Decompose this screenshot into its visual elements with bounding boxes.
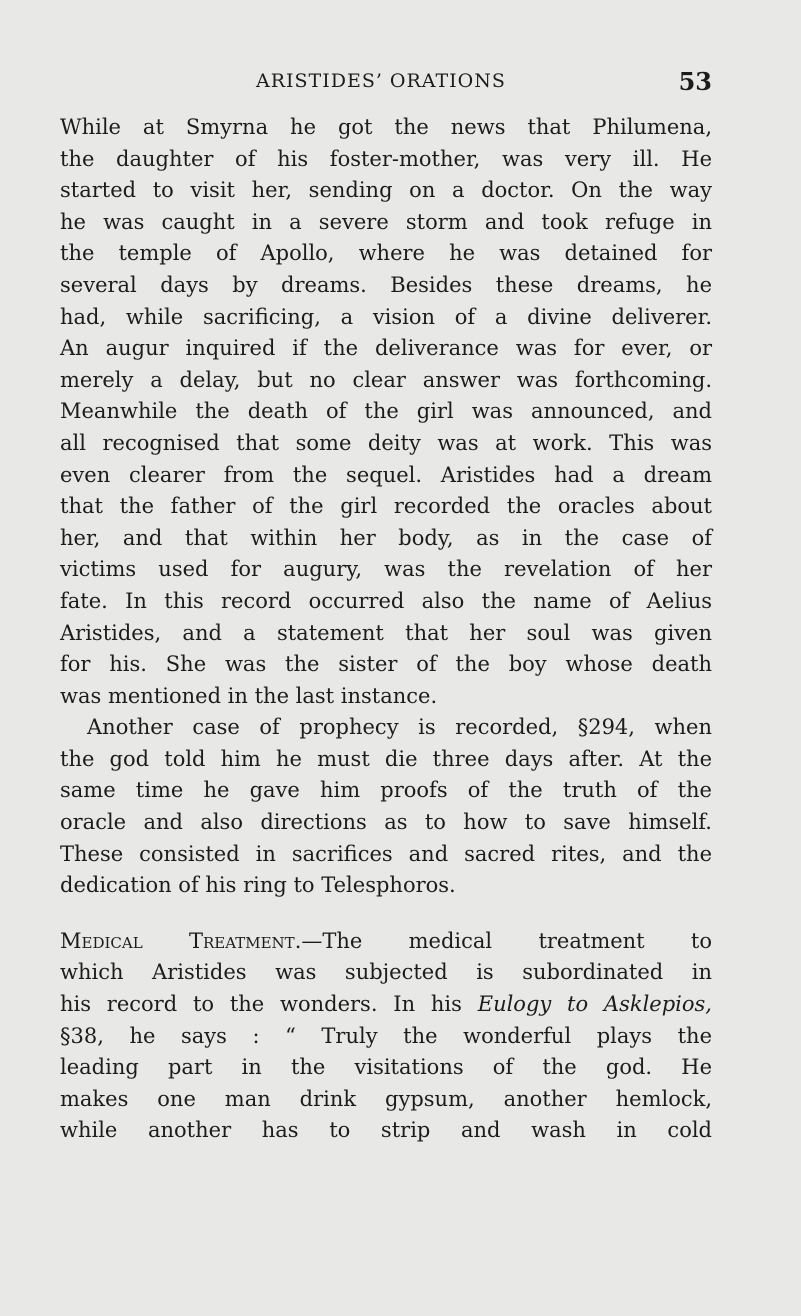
text-line: same time he gave him proofs of the truth of the — [60, 778, 712, 803]
text-line: started to visit her, sending on a doctor. On the way — [60, 178, 712, 203]
text-line: was mentioned in the last instance. — [60, 683, 438, 708]
running-title: ARISTIDES’ ORATIONS — [256, 70, 506, 92]
section-gap — [60, 902, 712, 926]
work-title: Eulogy to Asklepios, — [477, 992, 712, 1017]
text-line — [60, 989, 712, 1021]
text-line: dedication of his ring to Telesphoros. — [60, 873, 456, 898]
text-line: Aristides, and a statement that her soul was given — [60, 620, 712, 645]
text-fragment: —The medical treatment to — [301, 928, 713, 953]
section-heading: Medical Treatment. — [60, 928, 302, 953]
text-line: the temple of Apollo, where he was detained for — [60, 241, 712, 266]
text-line: merely a delay, but no clear answer was forthcoming. — [60, 367, 712, 392]
text-line: that the father of the girl recorded the oracles about — [60, 494, 712, 519]
text-line: oracle and also directions as to how to save himself. — [60, 810, 712, 835]
body-text — [60, 112, 712, 1147]
text-line: Another case of prophecy is recorded, §294, when — [87, 715, 712, 740]
text-line: while another has to strip and wash in cold — [60, 1118, 712, 1143]
paragraph-2 — [60, 712, 712, 902]
text-line: had, while sacrificing, a vision of a divine deliverer. — [60, 304, 712, 329]
running-head — [60, 67, 712, 110]
text-line: the daughter of his foster-mother, was very ill. He — [60, 146, 712, 171]
text-line: §38, he says : “ Truly the wonderful plays the — [60, 1023, 712, 1048]
text-line: her, and that within her body, as in the case of — [60, 525, 712, 550]
text-fragment: his record to the wonders. In his — [60, 992, 462, 1017]
text-line: several days by dreams. Besides these dreams, he — [60, 272, 712, 297]
text-line: all recognised that some deity was at work. This was — [60, 430, 712, 455]
text-line: he was caught in a severe storm and took refuge in — [60, 209, 712, 234]
text-line: which Aristides was subjected is subordinated in — [60, 960, 712, 985]
text-line: While at Smyrna he got the news that Philumena, — [60, 115, 712, 139]
text-line: These consisted in sacrifices and sacred rites, and the — [60, 841, 712, 866]
text-line: Meanwhile the death of the girl was announced, and — [60, 399, 712, 424]
text-line: fate. In this record occurred also the name of Aelius — [60, 588, 712, 613]
text-line: even clearer from the sequel. Aristides had a dream — [60, 462, 712, 487]
page-number: 53 — [678, 67, 712, 96]
text-line — [60, 926, 712, 958]
text-line: the god told him he must die three days after. At the — [60, 746, 712, 771]
paragraph-1 — [60, 112, 712, 712]
text-line: leading part in the visitations of the god. He — [60, 1055, 712, 1080]
text-line: An augur inquired if the deliverance was for ever, or — [60, 336, 712, 361]
text-line: for his. She was the sister of the boy whose death — [60, 652, 712, 677]
text-line: victims used for augury, was the revelation of her — [60, 557, 712, 582]
paragraph-3 — [60, 926, 712, 1147]
text-line: makes one man drink gypsum, another hemlock, — [60, 1086, 712, 1111]
